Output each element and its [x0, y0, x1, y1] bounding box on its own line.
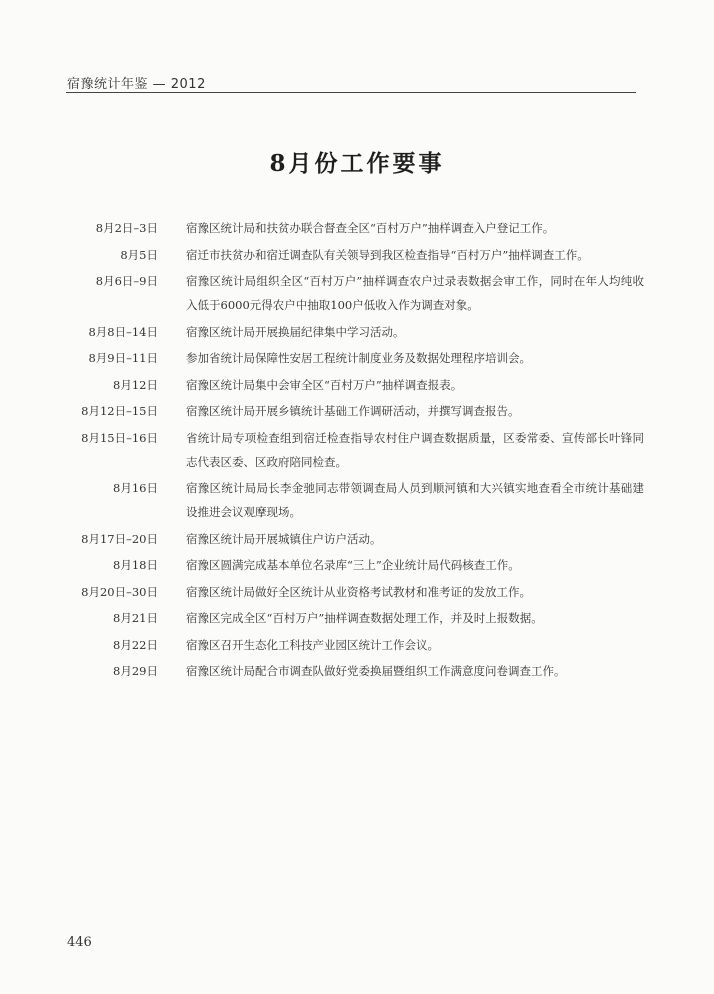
event-description: 宿豫区圆满完成基本单位名录库“三上”企业统计局代码核查工作。 [186, 558, 520, 572]
event-entry [62, 373, 652, 397]
event-description: 省统计局专项检查组到宿迁检查指导农村住户调查数据质量，区委常委、宣传部长叶锋同志代表区委、区政府陪同检查。 [186, 430, 644, 469]
event-description: 宿豫区统计局和扶贫办联合督查全区“百村万户”抽样调查入户登记工作。 [186, 221, 555, 235]
event-description: 宿豫区完成全区“百村万户”抽样调查数据处理工作，并及时上报数据。 [186, 611, 543, 625]
event-date: 8月29日 [113, 664, 158, 678]
event-entry [62, 243, 652, 267]
event-entry [62, 527, 652, 551]
event-description: 宿豫区统计局开展乡镇统计基础工作调研活动，并撰写调查报告。 [186, 404, 520, 418]
event-description: 参加省统计局保障性安居工程统计制度业务及数据处理程序培训会。 [186, 351, 531, 365]
event-date: 8月18日 [113, 558, 158, 572]
event-entry [62, 476, 652, 524]
event-list [62, 216, 652, 686]
event-entry [62, 580, 652, 604]
event-entry [62, 659, 652, 683]
event-description: 宿豫区统计局做好全区统计从业资格考试教材和准考证的发放工作。 [186, 584, 531, 599]
event-entry [62, 269, 652, 317]
event-description: 宿迁市扶贫办和宿迁调查队有关领导到我区检查指导“百村万户”抽样调查工作。 [186, 247, 589, 262]
event-entry [62, 553, 652, 577]
event-date: 8月21日 [113, 611, 158, 625]
page-title: 8月份工作要事 [269, 150, 445, 177]
event-date: 8月6日–9日 [95, 274, 158, 288]
event-description: 宿豫区统计局开展城镇住户访户活动。 [186, 531, 382, 546]
event-date: 8月17日–20日 [81, 531, 158, 546]
event-date: 8月12日 [113, 377, 158, 392]
event-date: 8月22日 [113, 637, 158, 652]
header-rule [66, 92, 636, 93]
event-entry [62, 633, 652, 657]
event-date: 8月2日–3日 [95, 221, 158, 235]
event-description: 宿豫区统计局集中会审全区“百村万户”抽样调查报表。 [186, 377, 463, 392]
event-date: 8月9日–11日 [88, 351, 158, 365]
event-entry [62, 426, 652, 474]
event-date: 8月15日–16日 [81, 430, 158, 445]
event-entry [62, 399, 652, 423]
page-number: 446 [67, 935, 92, 950]
event-date: 8月12日–15日 [81, 404, 158, 418]
event-date: 8月20日–30日 [81, 584, 158, 599]
event-entry [62, 216, 652, 240]
event-description: 宿豫区统计局组织全区“百村万户”抽样调查农户过录表数据会审工作，同时在年人均纯收入低于6000元得农户中抽取100户低收入作为调查对象。 [186, 274, 644, 312]
event-entry [62, 346, 652, 370]
event-description: 宿豫区统计局局长李金驰同志带领调查局人员到顺河镇和大兴镇实地查看全市统计基础建设推进会议观摩现场。 [186, 481, 644, 519]
event-date: 8月5日 [120, 247, 158, 262]
running-header: 宿豫统计年鉴 — 2012 [67, 77, 206, 92]
event-entry [62, 320, 652, 344]
event-description: 宿豫区统计局开展换届纪律集中学习活动。 [186, 324, 405, 339]
event-description: 宿豫区统计局配合市调查队做好党委换届暨组织工作满意度问卷调查工作。 [186, 664, 566, 678]
event-date: 8月16日 [113, 481, 158, 495]
event-description: 宿豫区召开生态化工科技产业园区统计工作会议。 [186, 637, 439, 652]
event-entry [62, 606, 652, 630]
event-date: 8月8日–14日 [88, 324, 158, 339]
